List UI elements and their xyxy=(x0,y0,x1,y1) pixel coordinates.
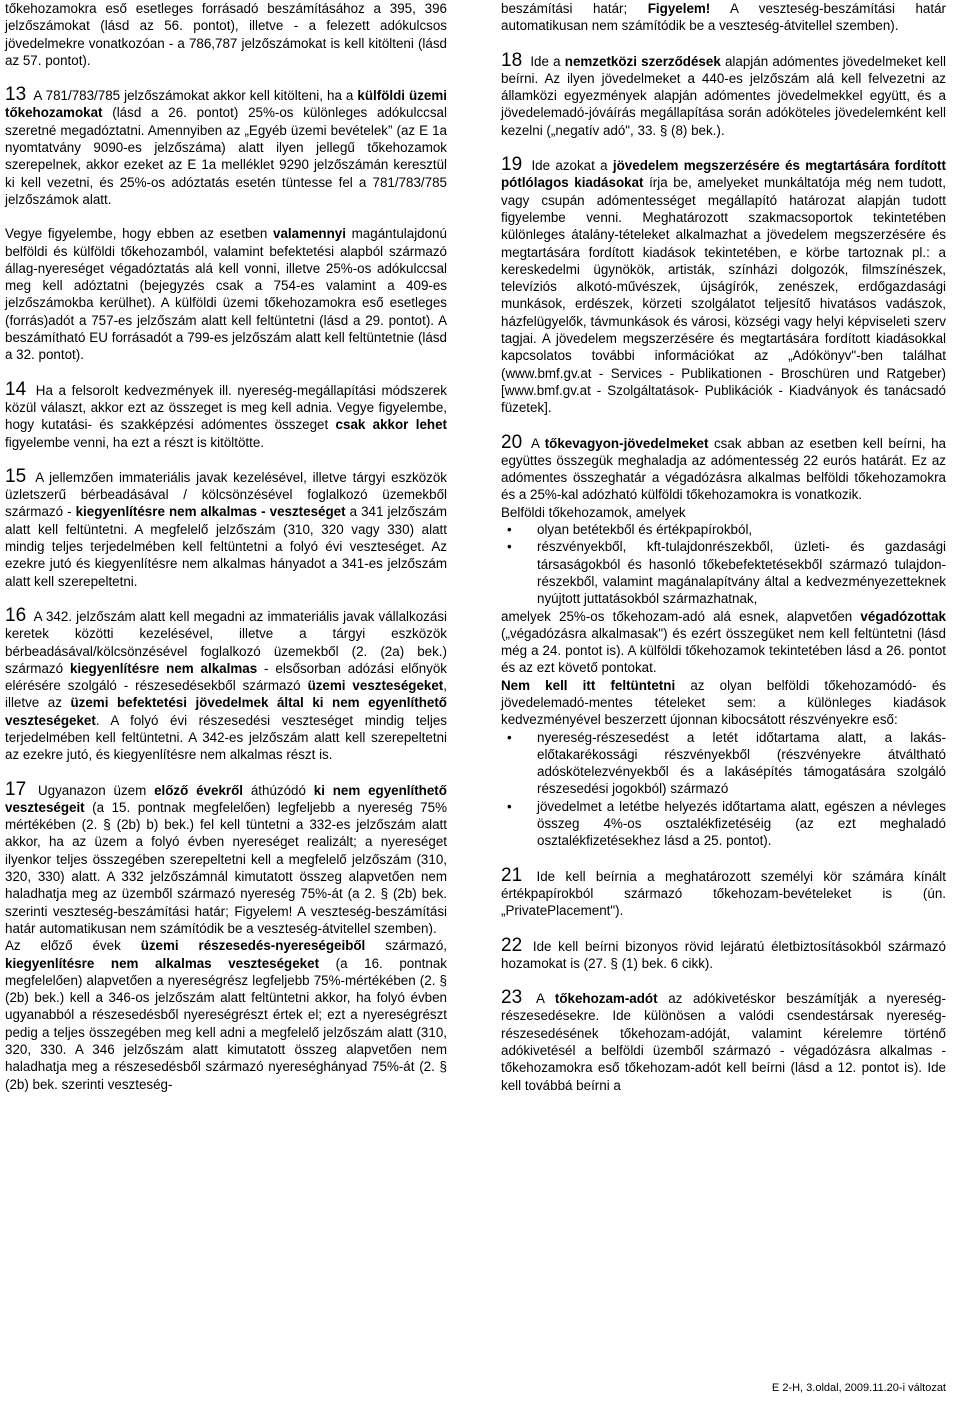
point-18: 18 Ide a nemzetközi szerződések alapján adómentes jövedelmeket kell beírni. Az ilyen jövedelmeket a 440-es jelzőszám alá kell felvezetni az államközi egyezmények alapján adómentes jövedelmekkel együtt, és a jövedelemadó-jóváírás megállapítása során adóköteles jövedelemként kell kezelni („negatív adó", 33. § (8) bek.). xyxy=(501,49,946,138)
point-number: 13 xyxy=(5,84,27,106)
list-item: • olyan betétekből és értékpapírokból, xyxy=(537,521,946,538)
point-number: 23 xyxy=(501,987,523,1009)
point-number: 20 xyxy=(501,431,523,453)
left-column xyxy=(5,0,447,1093)
point-number: 18 xyxy=(501,49,523,71)
point-23: 23 A tőkehozam-adót az adókivetéskor beszámítják a nyereség-részesedésekre. Ide különösen a valódi csendestársak nyereség-részesedésének tőkehozam-adóját, valamint kérelemre történő adókivetésél a belföldi üzemből származó - végadózásra alkalmas - tőkehozamokra eső tőkehozam-adót kell beírni (lásd a 12. pontot is). Ide kell továbbá beírni a xyxy=(501,987,946,1093)
point-15: 15 A jellemzően immateriális javak kezelésével, illetve tárgyi eszközök üzletszerű bérbeadásával / kölcsönzésével foglalkozó üzemekből származó - kiegyenlítésre nem alkalmas - veszteséget a 341 jelzőszám alatt kell feltüntetni. A megfelelő jelzőszám (310, 320 vagy 330) alatt mindig teljes terjedelmében kell feltüntetni a folyó évi veszteséget. Az ezekre jutó és kiegyenlítésre nem alkalmas hányadot a 341-es jelzőszám alatt kell szerepeltetni. xyxy=(5,465,448,589)
point-13: 13 A 781/783/785 jelzőszámokat akkor kell kitölteni, ha a külföldi üzemi tőkehozamokat (lásd a 26. pontot) 25%-os különleges adókulccsal szeretné megadóztatni. Amennyiben az „Egyéb üzemi bevételek” (az E 1a nyomtatvány 9090-es jelzőszáma) alatt ilyen jellegű tőkehozamok szerepelnek, akkor ezeket az E 1a melléklet 9290 jelzőszámán keresztül ki kell vezetni, és 25%-os adóztatás esetén tüntesse fel a 781/783/785 jelzőszámok alatt. xyxy=(5,84,447,207)
page-footer: E 2-H, 3.oldal, 2009.11.20-i változat xyxy=(771,1382,946,1394)
point-20-continued: amelyek 25%-os tőkehozam-adó alá esnek, alapvetően végadózottak („végadózásra alkalmasak") és ezért összegüket nem kell feltüntetni (lásd még a 24. pontot is). A külföldi tőkehozamok tekintetében lásd a 26. pontot és az ezt követő pontokat. xyxy=(501,608,946,676)
point-number: 22 xyxy=(501,934,523,956)
point-20: 20 A tőkevagyon-jövedelmeket csak abban az esetben kell beírni, ha együttes összegük meghaladja az adómentesség 22 eurós határát. Ez az adómentes összeghatár a végadózásra alkalmas belföldi tőkehozamokra és a 25%-kal adózható külföldi tőkehozamokra is vonatkozik. xyxy=(501,431,946,503)
point-number: 21 xyxy=(501,864,523,886)
list-item: • részvényekből, kft-tulajdonrészekből, üzleti- és gazdasági társaságokból és hasonló tőkebefektetésekből származó tulajdon-részekből, valamint magánalapítvány által a kedvezményezetteknek nyújtott juttatásokból származhatnak, xyxy=(537,538,946,607)
point-16: 16 A 342. jelzőszám alatt kell megadni az immateriális javak vállalkozási keretek közötti kezelésével, illetve a tárgyi eszközök bérbeadásával/kölcsönzésével foglalkozó üzemekből (2. (2a) bek.) származó kiegyenlítésre nem alkalmas - elsősorban adózási előnyök elérésére szolgáló - részesedésekből származó üzemi veszteségeket, illetve az üzemi befektetési jövedelmek által ki nem egyenlíthető veszteségeket. A folyó évi részesedési veszteséget mindig teljes terjedelmében kell feltüntetni. A 342-es jelzőszám alatt kell szerepeltetni az ezekre jutó, és kiegyenlítésre nem alkalmas részt is. xyxy=(5,604,447,763)
continuation-paragraph: beszámítási határ; Figyelem! A veszteség-beszámítási határ automatikusan nem számítódik be a veszteség-átvitellel szemben). xyxy=(501,1,946,34)
list-item: • jövedelmet a letétbe helyezés időtartama alatt, egészen a névleges összeg 4%-os osztalékfizetéséig (az ezt meghaladó osztalékfizetésekhez lásd a 25. pontot). xyxy=(537,798,946,850)
right-column xyxy=(501,0,946,1094)
exclusion-list xyxy=(501,729,946,850)
point-22: 22 Ide kell beírni bizonyos rövid lejáratú életbiztosításokból származó hozamokat is (27. § (1) bek. 6 cikk). xyxy=(501,934,946,971)
point-number: 19 xyxy=(501,154,523,176)
point-17: 17 Ugyanazon üzem előző évekről áthúzódó ki nem egyenlíthető veszteségeit (a 15. pontnak megfelelően) legfeljebb a nyereség 75% mértékében (2. § (2b) b) bek.) fel kell tüntetni a 332-es jelzőszám alatt akkor, ha az üzem a folyó évben nyereséget realizált; a nyereséget ilyenkor teljes összegében szerepeltetni kell a megfelelő jelzőszám (310, 320, 330) alatt. A 332 jelzőszámnál kimutatott összeg alapvetően nem haladhatja meg az üzemből származó nyereség 75%-át (a 2. § (2b) bek. szerinti veszteség-beszámítási határ; Figyelem! A veszteség-beszámítási határ automatikusan nem számítódik be a veszteség-átvitellel szemben). xyxy=(5,778,447,936)
point-13-continued: Vegye figyelembe, hogy ebben az esetben valamennyi magántulajdonú belföldi és külföldi tőkehozamból, valamint befektetési alapból származó állag-nyereséget végadóztatás alá kell vonni, illetve 25%-os adókulccsal meg kell adóztatni (bejegyzés csak a 754-es valamint a 409-es jelzőszámokba kerülhet). A külföldi üzemi tőkehozamokra eső esetleges (forrás)adót a 757-es jelzőszám alatt kell feltüntetni (lásd a 29. pontot). A beszámítható EU forrásadót a 799-es jelzőszám alatt kell feltüntetnie (lásd a 32. pontot). xyxy=(5,226,447,363)
point-21: 21 Ide kell beírnia a meghatározott személyi kör számára kínált értékpapírokból származó tőkehozam-bevételeket is (ún. „PrivatePlacement"). xyxy=(501,864,946,919)
list-item: • nyereség-részesedést a letét időtartama alatt, a lakás-előtakarékossági részvényekből (részvényekre átváltható adóskötelezvényekből és a lakásépítés támogatására szolgáló részesedési jogokból) származó xyxy=(537,729,946,798)
point-17-continued: Az előző évek üzemi részesedés-nyereségeiből származó, kiegyenlítésre nem alkalmas veszteségeket (a 16. pontnak megfelelően) alapvetően a nyereségrész legfeljebb 75%-mértékében (2. § (2b) bek.) kell a 346-os jelzőszám alatt feltüntetni akkor, ha folyó évben ugyanabból a részesedésből nyereségrészt értek el; ezt a nyereségrészt pedig a teljes összegében meg kell adni a megfelelő jelzőszám alatt (310, 320, 330. A 346 jelzőszám alatt kimutatott összeg alapvetően nem haladhatja meg a részesedésből származó nyereséghányad 75%-át (2. § (2b) bek. szerinti veszteség- xyxy=(5,938,447,1092)
point-20-intro: Belföldi tőkehozamok, amelyek xyxy=(501,504,686,520)
point-number: 15 xyxy=(5,465,27,487)
point-number: 17 xyxy=(5,778,27,800)
point-number: 16 xyxy=(5,604,27,626)
point-19: 19 Ide azokat a jövedelem megszerzésére és megtartására fordított pótlólagos kiadásokat írja be, amelyeket munkáltatója még nem tudott, vagy csupán adómentességet megállapító határozat alapján tudott figyelembe venni. Meghatározott szakmacsoportok tekintetében különleges átalány-tételeket alkalmazhat a jövedelem megszerzésére és megtartására fordított kiadások tekintetében, e körbe tartoznak pl.: a kereskedelmi ügynökök, artisták, színházi dolgozók, filmszínészek, televíziós alkotó-művészek, újságírók, zenészek, erdőgazdasági munkások, erdészek, körzeti szolgálatot teljesítő hivatásos vadászok, házfelügyelők, távmunkások és városi, községi vagy helyi képviseleti szerv tagjai. A jövedelem megszerzésére és megtartására fordított kiadásokkal kapcsolatos további információkat az „Adókönyv"-ben találhat (www.bmf.gv.at - Services - Publikationen - Broschüren und Ratgeber) [www.bmf.gv.at - Szolgáltatások- Publikációk - Kiadványok és tanácsadó füzetek]. xyxy=(501,154,946,416)
point-14: 14 Ha a felsorolt kedvezmények ill. nyereség-megállapítási módszerek közül választ, akkor ezt az összeget is meg kell adnia. Vegye figyelembe, hogy kutatási- és szakképzési adómentes összeget csak akkor lehet figyelembe venni, ha ezt a részt is kitöltötte. xyxy=(5,378,447,450)
intro-paragraph: tőkehozamokra eső esetleges forrásadó beszámításához a 395, 396 jelzőszámokat (lásd az 56. pontot), illetve - a felezett adókulcsos jövedelmekre vonatkozóan - a 786,787 jelzőszámokat is kell kitölteni (lásd az 57. pontot). xyxy=(5,1,447,68)
point-number: 14 xyxy=(5,378,27,400)
point-20-exclusions: Nem kell itt feltüntetni az olyan belföldi tőkehozamódó- és jövedelemadó-mentes tételeket sem: a különleges kiadások kedvezményével beszerzett újonnan kibocsátott részvényekre eső: xyxy=(501,677,946,728)
domestic-yield-list xyxy=(501,521,946,607)
